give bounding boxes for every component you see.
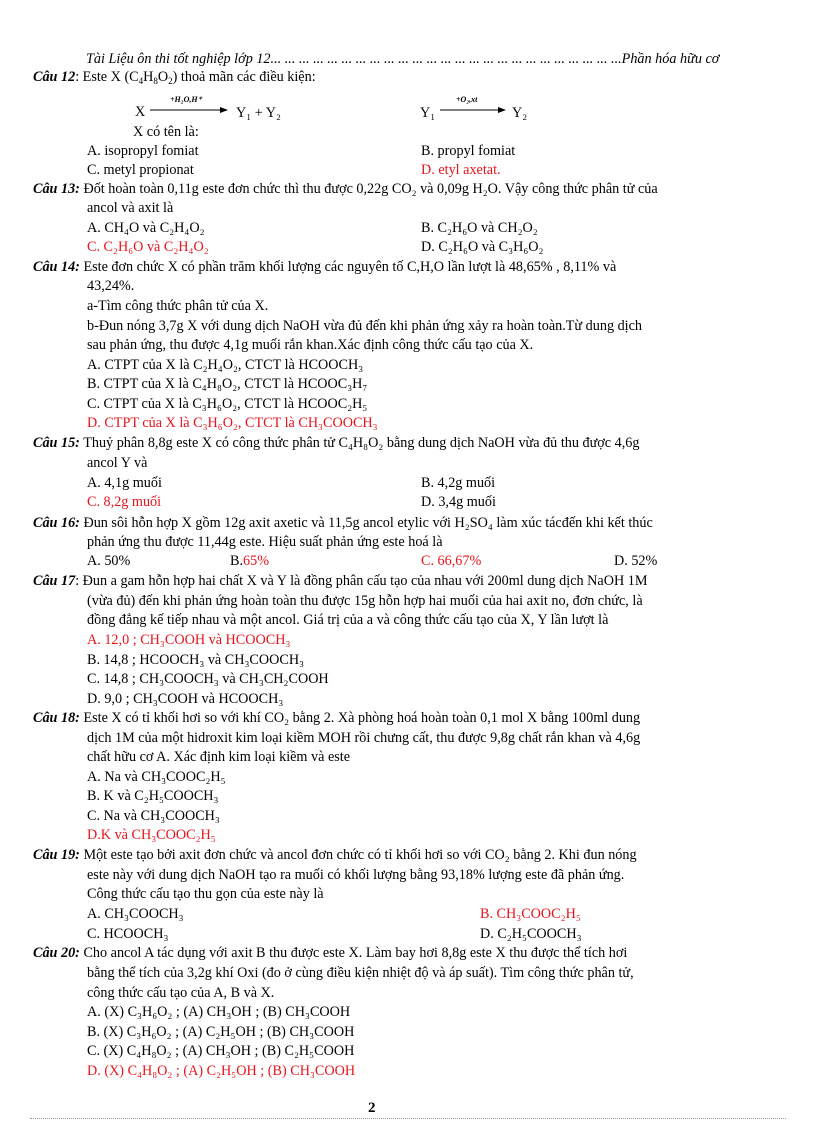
q17-label: Câu 17: [33, 573, 76, 589]
q19-label: Câu 19:: [33, 847, 80, 863]
q13-option-d: D. C₂H₆O và C₃H₆O₂: [421, 239, 544, 255]
q15-line2: ancol Y và: [87, 455, 148, 471]
q12-subprompt: X có tên là:: [133, 124, 199, 140]
q12-arrow2-cond: +O₂,xt: [456, 95, 478, 104]
q16-label: Câu 16:: [33, 515, 80, 531]
q13-line1: Câu 13: Đốt hoàn toàn 0,11g este đơn chức thì thu được 0,22g CO₂ và 0,09g H₂O. Vậy công thức phân tử của: [33, 181, 658, 197]
q12-reaction-2-right: Y₂: [512, 105, 528, 121]
q13-option-b: B. C₂H₆O và CH₂O₂: [421, 220, 538, 236]
q12-reaction-2-left: Y₁: [420, 105, 436, 121]
q20-option-d: D. (X) C₄H₈O₂ ; (A) C₂H₅OH ; (B) CH₃COOH: [87, 1063, 356, 1079]
q20-line1: Câu 20: Cho ancol A tác dụng với axit B thu được este X. Làm bay hơi 8,8g este X thu được thể tích hơi: [33, 945, 628, 961]
page-number: 2: [368, 1100, 376, 1116]
q17-line1: Câu 17: Đun a gam hỗn hợp hai chất X và Y là đồng phân cấu tạo của nhau với 200ml dung dịch NaOH 1M: [33, 573, 648, 589]
q19-line3: Công thức cấu tạo thu gọn của este này là: [87, 886, 324, 902]
q19-line2: este này với dung dịch NaOH tạo ra muối có khối lượng bằng 93,18% lượng este đã phản ứng.: [87, 867, 625, 883]
q14-option-a: A. CTPT của X là C₂H₄O₂, CTCT là HCOOCH₃: [87, 357, 364, 373]
header-dots: ... ... ... ... ... ... ... ... ... ... ... ... ... ... ... ... ... ... ... ... ... ... ... ... ...: [270, 51, 622, 67]
q19-option-a: A. CH₃COOCH₃: [87, 906, 184, 922]
q14-line4: b-Đun nóng 3,7g X với dung dịch NaOH vừa đủ đến khi phản ứng xảy ra hoàn toàn.Từ dung dịch: [87, 318, 643, 334]
q14-option-d: D. CTPT của X là C₃H₆O₂, CTCT là CH₃COOCH₃: [87, 415, 378, 431]
q15-option-a: A. 4,1g muối: [87, 475, 162, 491]
footer-divider: [30, 1118, 786, 1119]
q12-option-c: C. metyl propionat: [87, 162, 194, 178]
q16-option-b: B.65%: [230, 553, 270, 569]
q12-stem: Câu 12: Este X $(C_4H_8O_2)$ thoả mãn các điều kiện:: [33, 69, 316, 86]
reaction-arrow-1: [148, 92, 230, 118]
q16-line2: phản ứng thu được 11,44g este. Hiệu suất phản ứng este hoá là: [87, 534, 443, 550]
q20-option-a: A. (X) C₃H₆O₂ ; (A) CH₃OH ; (B) CH₃COOH: [87, 1004, 351, 1020]
q17-option-c: C. 14,8 ; CH₃COOCH₃ và CH₃CH₂COOH: [87, 671, 329, 687]
q19-line1: Câu 19: Một este tạo bởi axit đơn chức và ancol đơn chức có tỉ khối hơi so với CO₂ bằng 2. Khi đun nóng: [33, 847, 637, 863]
q12-arrow1-cond: +H₂O,H⁺: [170, 95, 202, 104]
page-header: [86, 50, 719, 68]
q12-products-1: Y₁ + Y₂: [236, 105, 281, 121]
q14-line5: sau phản ứng, thu được 4,1g muối rắn khan.Xác định công thức cấu tạo của X.: [87, 337, 534, 353]
q14-line3: a-Tìm công thức phân tử của X.: [87, 298, 269, 314]
q18-line2: dịch 1M của một hidroxit kim loại kiềm MOH rồi chưng cất, thu được 9,8g chất rắn khan và 4,6g: [87, 730, 641, 746]
q12-option-a: A. isopropyl fomiat: [87, 143, 199, 159]
q18-option-a: A. Na và CH₃COOC₂H₅: [87, 769, 226, 785]
q18-option-b: B. K và C₂H₅COOCH₃: [87, 788, 219, 804]
q17-line3: đồng đẳng kế tiếp nhau và một ancol. Giá trị của a và công thức cấu tạo của X, Y lần lượt là: [87, 612, 609, 628]
q16-line1: Câu 16: Đun sôi hỗn hợp X gồm 12g axit axetic và 11,5g ancol etylic với H₂SO₄ làm xúc tácđến khi kết thúc: [33, 515, 653, 531]
q18-option-c: C. Na và CH₃COOCH₃: [87, 808, 220, 824]
q14-option-c: C. CTPT của X là C₃H₆O₂, CTCT là HCOOC₂H₅: [87, 396, 368, 412]
q15-line1: Câu 15: Thuỷ phân 8,8g este X có công thức phân tử C₄H₈O₂ bằng dung dịch NaOH vừa đủ thu được 4,6g: [33, 435, 640, 451]
q19-option-c: C. HCOOCH₃: [87, 926, 169, 942]
q20-option-b: B. (X) C₃H₆O₂ ; (A) C₂H₅OH ; (B) CH₃COOH: [87, 1024, 355, 1040]
q20-line2: bằng thể tích của 3,2g khí Oxi (đo ở cùng điều kiện nhiệt độ và áp suất). Tìm công thức phân tử,: [87, 965, 634, 981]
q14-label: Câu 14:: [33, 259, 80, 275]
q14-line1: Câu 14: Este đơn chức X có phần trăm khối lượng các nguyên tố C,H,O lần lượt là 48,65% , 8,11% và: [33, 259, 617, 275]
q14-line2: 43,24%.: [87, 278, 135, 294]
q16-option-a: A. 50%: [87, 553, 131, 569]
q17-option-b: B. 14,8 ; HCOOCH₃ và CH₃COOCH₃: [87, 652, 305, 668]
q12-option-b: B. propyl fomiat: [421, 143, 516, 159]
q15-option-b: B. 4,2g muối: [421, 475, 496, 491]
q12-option-d: D. etyl axetat.: [421, 162, 501, 178]
q20-line3: công thức cấu tạo của A, B và X.: [87, 985, 275, 1001]
q13-option-a: A. CH₄O và C₂H₄O₂: [87, 220, 205, 236]
q13-option-c: C. C₂H₆O và C₂H₄O₂: [87, 239, 209, 255]
q20-label: Câu 20:: [33, 945, 80, 961]
q20-option-c: C. (X) C₄H₈O₂ ; (A) CH₃OH ; (B) C₂H₅COOH: [87, 1043, 355, 1059]
reaction-arrow-2: [438, 92, 508, 118]
q18-line1: Câu 18: Este X có tỉ khối hơi so với khí CO₂ bằng 2. Xà phòng hoá hoàn toàn 0,1 mol X bằng 100ml dung: [33, 710, 641, 726]
q15-label: Câu 15:: [33, 435, 80, 451]
q17-option-d: D. 9,0 ; CH₃COOH và HCOOCH₃: [87, 691, 284, 707]
q19-option-d: D. C₂H₅COOCH₃: [480, 926, 582, 942]
header-section: Phần hóa hữu cơ: [621, 51, 720, 67]
q18-option-d: D.K và CH₃COOC₂H₅: [87, 827, 216, 843]
q16-option-c: C. 66,67%: [421, 553, 482, 569]
q18-label: Câu 18:: [33, 710, 80, 726]
q13-label: Câu 13:: [33, 181, 80, 197]
header-title: Tài Liệu ôn thi tốt nghiệp lớp 12: [86, 51, 271, 67]
q18-line3: chất hữu cơ A. Xác định kim loại kiềm và este: [87, 749, 351, 765]
q16-option-d: D. 52%: [614, 553, 658, 569]
q12-reaction-1: X: [135, 104, 146, 120]
q17-line2: (vừa đủ) đến khi phản ứng hoàn toàn thu được 15g hỗn hợp hai muối của hai axit no, đơn chức, là: [87, 593, 643, 609]
q15-option-d: D. 3,4g muối: [421, 494, 496, 510]
q13-line2: ancol và axit là: [87, 200, 174, 216]
q14-option-b: B. CTPT của X là C₄H₈O₂, CTCT là HCOOC₃H₇: [87, 376, 368, 392]
q12-label: Câu 12: [33, 69, 76, 85]
q15-option-c: C. 8,2g muối: [87, 494, 162, 510]
q19-option-b: B. CH₃COOC₂H₅: [480, 906, 581, 922]
q17-option-a: A. 12,0 ; CH₃COOH và HCOOCH₃: [87, 632, 291, 648]
